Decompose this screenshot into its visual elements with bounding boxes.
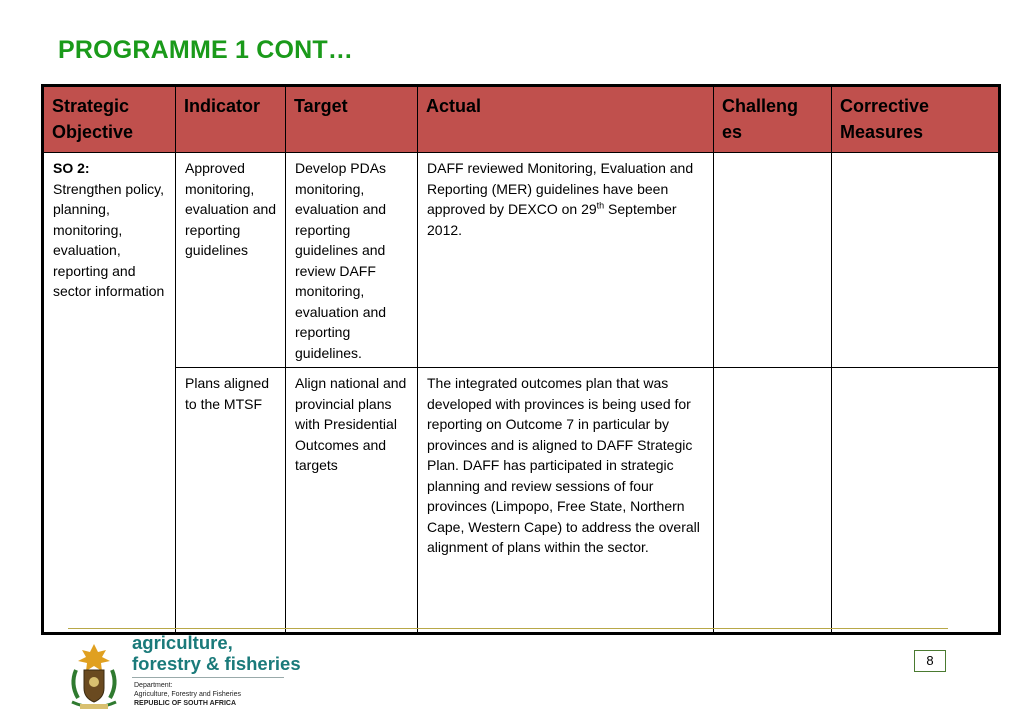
slide-title: PROGRAMME 1 CONT… (58, 36, 354, 64)
so-label: SO 2: (53, 160, 90, 176)
department-rule (132, 677, 284, 678)
department-details: Department: Agriculture, Forestry and Fisheries REPUBLIC OF SOUTH AFRICA (134, 682, 241, 707)
cell-corrective (832, 153, 999, 368)
cell-challenges (714, 153, 832, 368)
cell-challenges (714, 368, 832, 633)
actual-text: DAFF reviewed Monitoring, Evaluation and Reporting (MER) guidelines have been approved by DEXCO on 29 (427, 160, 694, 217)
header-indicator: Indicator (176, 87, 286, 153)
header-corrective-measures: Corrective Measures (832, 87, 999, 153)
table-row (44, 153, 999, 368)
header-challenges: Challeng es (714, 87, 832, 153)
department-name: agriculture, forestry & fisheries (132, 632, 301, 674)
cell-target: Develop PDAs monitoring, evaluation and reporting guidelines and review DAFF monitoring, evaluation and reporting guidelines. (286, 153, 418, 368)
cell-actual (418, 153, 714, 368)
cell-indicator: Approved monitoring, evaluation and reporting guidelines (176, 153, 286, 368)
cell-strategic-objective (44, 153, 176, 633)
programme-table (41, 84, 1001, 635)
actual-text-end: September 2012. (427, 201, 677, 238)
so-text: Strengthen policy, planning, monitoring, evaluation, reporting and sector information (53, 180, 165, 299)
page-number: 8 (914, 650, 946, 672)
footer-divider (68, 628, 948, 629)
header-row (44, 87, 999, 153)
header-actual: Actual (418, 87, 714, 153)
header-strategic-objective: Strategic Objective (44, 87, 176, 153)
cell-indicator: Plans aligned to the MTSF (176, 368, 286, 633)
coat-of-arms-icon (66, 640, 122, 712)
header-target: Target (286, 87, 418, 153)
cell-actual: The integrated outcomes plan that was developed with provinces is being used for reporting on Outcome 7 in particular by provinces and is aligned to DAFF Strategic Plan. DAFF has participated in strategic planning and review sessions of four provinces (Limpopo, Free State, Northern Cape, Western Cape) to address the overall alignment of plans within the sector. (418, 368, 714, 633)
actual-superscript: th (596, 200, 605, 211)
table-row (44, 368, 999, 633)
cell-target: Align national and provincial plans with Presidential Outcomes and targets (286, 368, 418, 633)
cell-corrective (832, 368, 999, 633)
